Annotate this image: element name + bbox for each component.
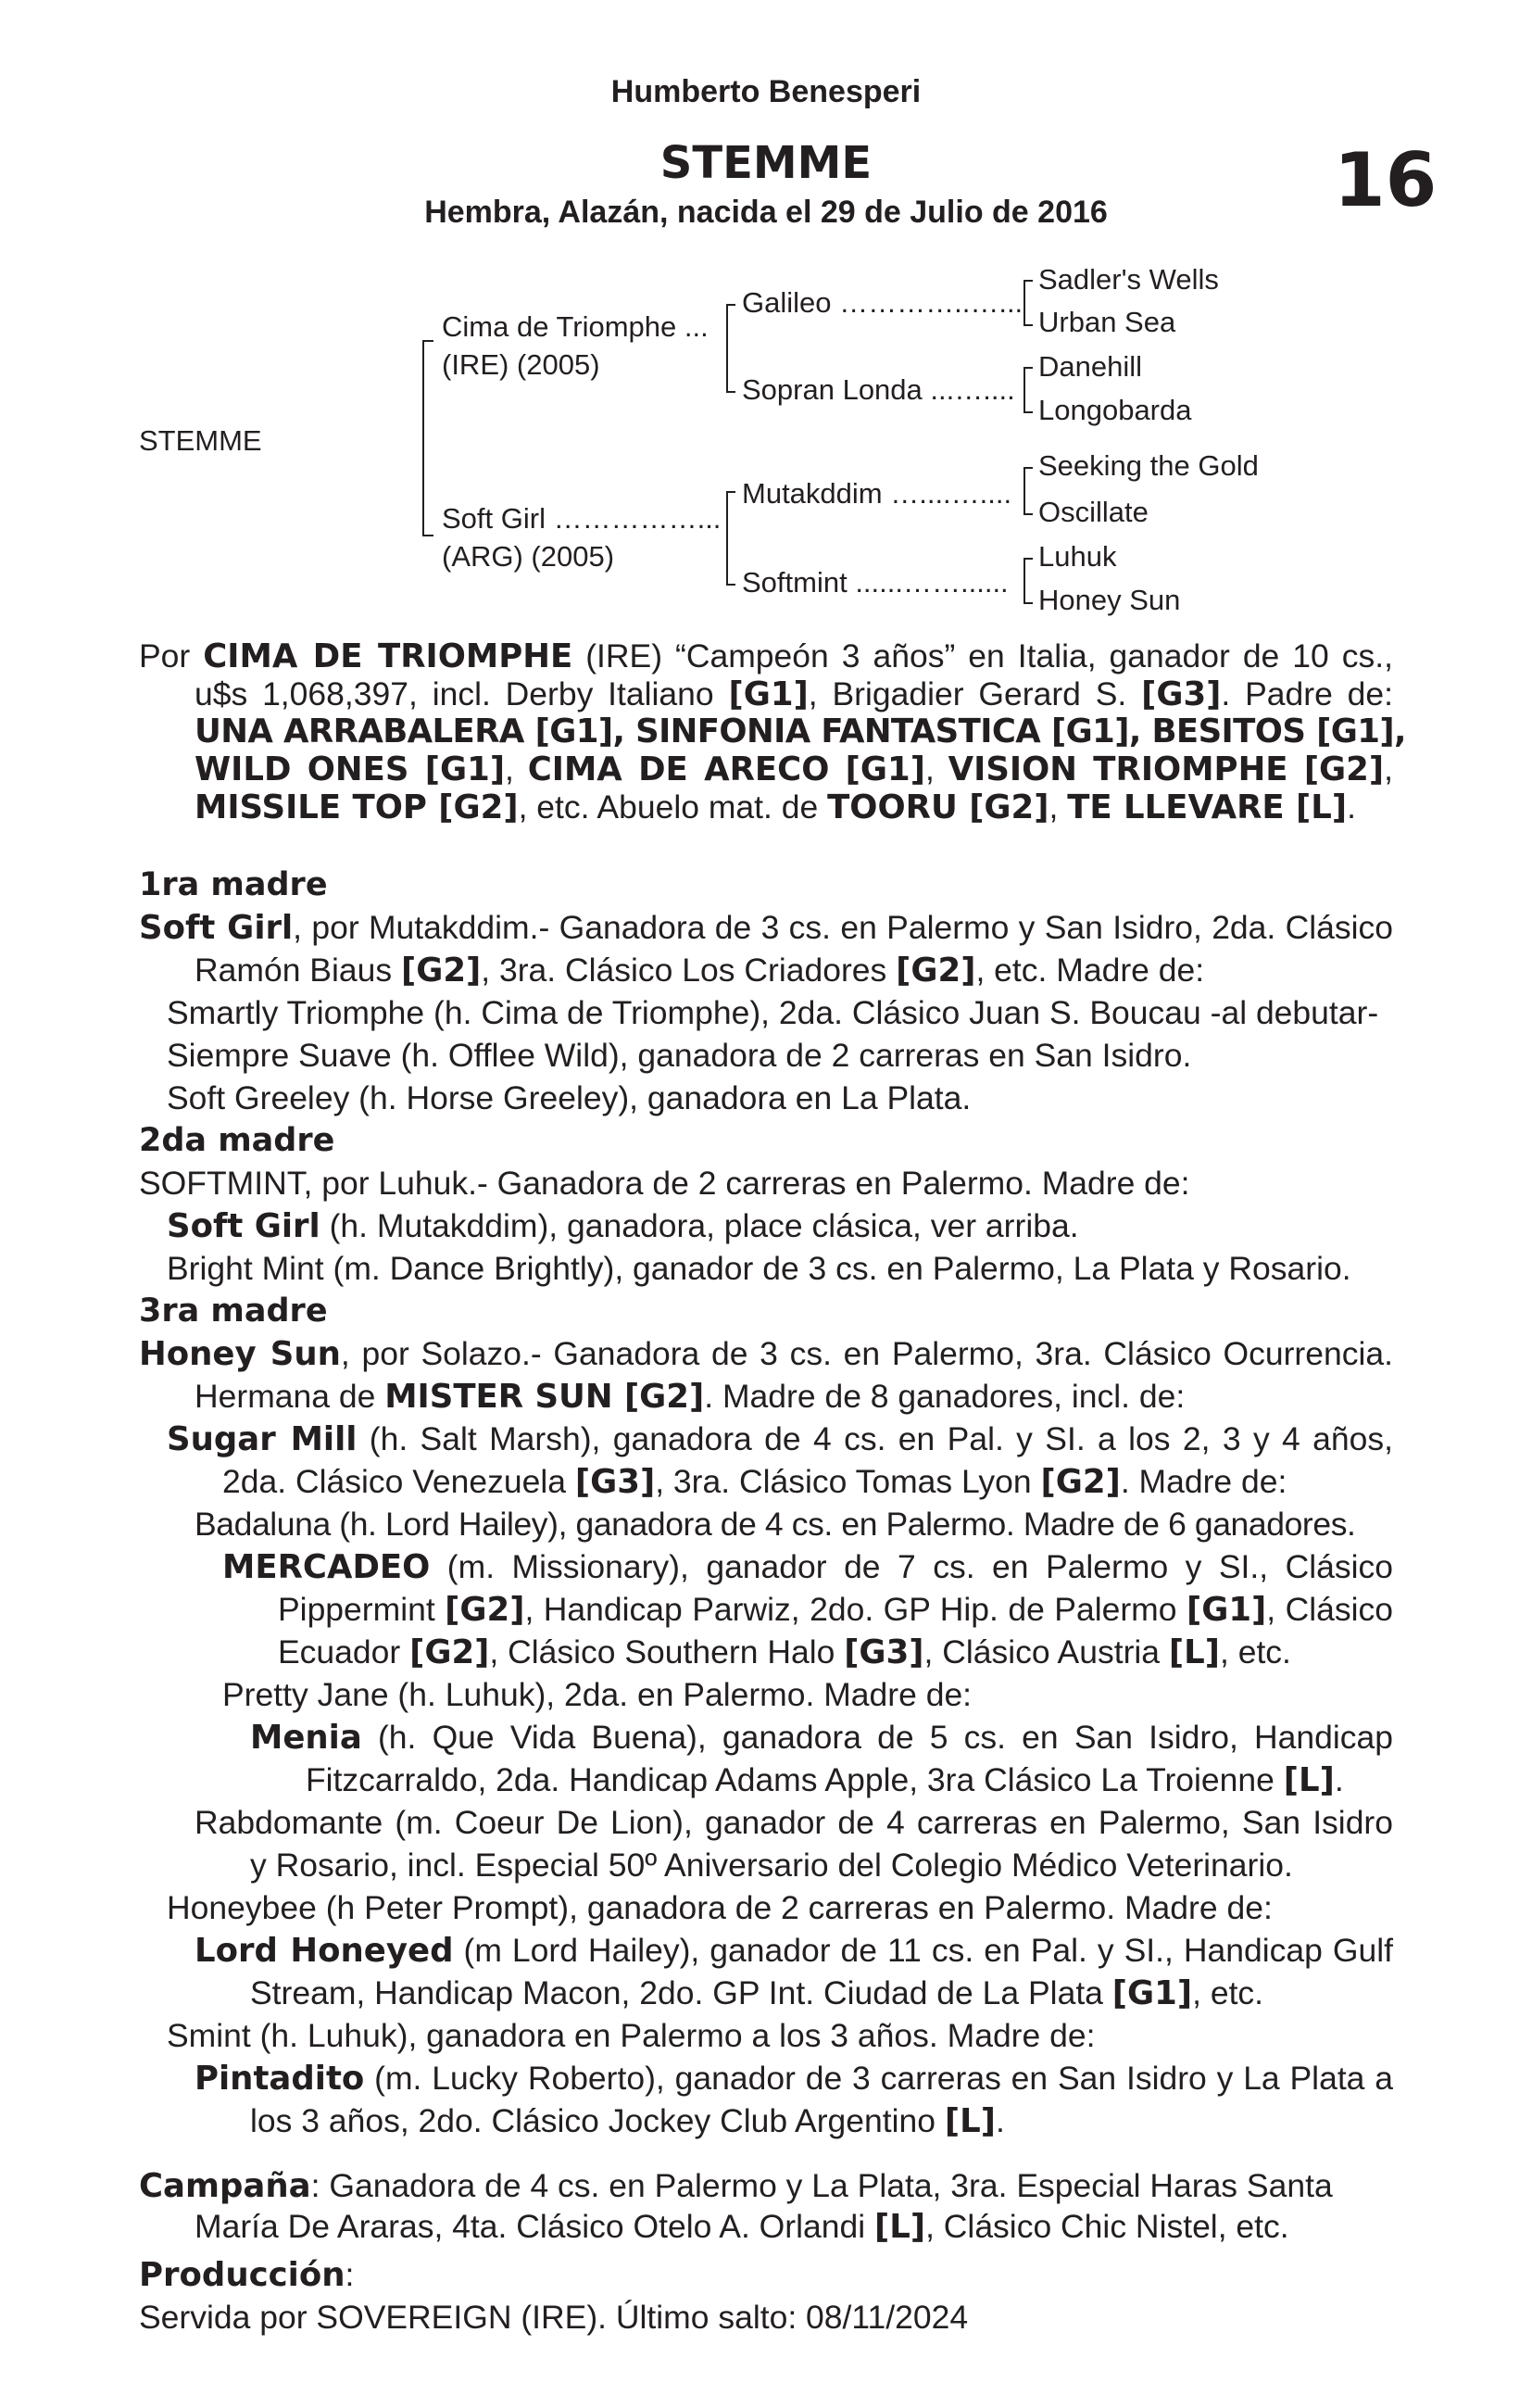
production-heading: Producción:	[139, 2256, 355, 2294]
third-dam-grand-offspring: MERCADEO (m. Missionary), ganador de 7 cs. en Palermo y SI., Clásico	[222, 1548, 1393, 1586]
pedigree-bracket	[422, 340, 433, 342]
first-dam-heading: 1ra madre	[139, 866, 328, 903]
second-dam-offspring: Bright Mint (m. Dance Brightly), ganador de 3 cs. en Palermo, La Plata y Rosario.	[167, 1250, 1351, 1287]
pedigree-sire-sire: Galileo …………..…...	[742, 286, 1023, 319]
first-dam-line: Soft Girl, por Mutakddim.- Ganadora de 3 cs. en Palermo y San Isidro, 2da. Clásico	[139, 909, 1393, 947]
horse-name-title: STEMME	[659, 137, 873, 189]
pedigree-bracket	[1023, 558, 1025, 604]
third-dam-offspring: Smint (h. Luhuk), ganadora en Palermo a los 3 años. Madre de:	[167, 2017, 1096, 2054]
production-line: Servida por SOVEREIGN (IRE). Último salto: 08/11/2024	[139, 2299, 969, 2336]
sire-offspring-line: WILD ONES [G1], CIMA DE ARECO [G1], VISION TRIOMPHE [G2],	[195, 750, 1393, 788]
third-dam-grand-offspring: y Rosario, incl. Especial 50º Aniversario del Colegio Médico Veterinario.	[250, 1847, 1293, 1884]
campaign-line: María De Araras, 4ta. Clásico Otelo A. Orlandi [L], Clásico Chic Nistel, etc.	[195, 2208, 1289, 2246]
third-dam-grand-offspring: Badaluna (h. Lord Hailey), ganadora de 4 cs. en Palermo. Madre de 6 ganadores.	[195, 1506, 1356, 1543]
campaign-label: Campaña	[139, 2167, 311, 2205]
first-dam-offspring: Smartly Triomphe (h. Cima de Triomphe), 2da. Clásico Juan S. Boucau -al debutar-	[167, 994, 1379, 1031]
campaign-line: Campaña: Ganadora de 4 cs. en Palermo y La Plata, 3ra. Especial Haras Santa	[139, 2167, 1333, 2205]
pedigree-g3: Danehill	[1038, 350, 1143, 383]
pedigree-g3: Longobarda	[1038, 394, 1192, 426]
consignor-name: Humberto Benesperi	[610, 74, 922, 109]
third-dam-grand-offspring: Stream, Handicap Macon, 2do. GP Int. Ciudad de La Plata [G1], etc.	[250, 1974, 1264, 2012]
pedigree-g3: Sadler's Wells	[1038, 263, 1219, 296]
pedigree-bracket	[1023, 513, 1033, 515]
third-dam-line: Honey Sun, por Solazo.- Ganadora de 3 cs. en Palermo, 3ra. Clásico Ocurrencia.	[139, 1335, 1393, 1373]
third-dam-offspring: Sugar Mill (h. Salt Marsh), ganadora de 4 cs. en Pal. y SI. a los 2, 3 y 4 años,	[167, 1420, 1393, 1458]
pedigree-bracket	[726, 584, 735, 586]
third-dam-heading: 3ra madre	[139, 1292, 328, 1330]
pedigree-g3: Urban Sea	[1038, 306, 1176, 338]
sire-paragraph	[139, 637, 1406, 826]
pedigree-g3: Oscillate	[1038, 496, 1149, 528]
third-dam-grand-offspring: Pippermint [G2], Handicap Parwiz, 2do. GP Hip. de Palermo [G1], Clásico	[278, 1591, 1393, 1629]
first-dam-offspring: Siempre Suave (h. Offlee Wild), ganadora de 2 carreras en San Isidro.	[167, 1037, 1192, 1074]
third-dam-offspring: Honeybee (h Peter Prompt), ganadora de 2 carreras en Palermo. Madre de:	[167, 1889, 1273, 1926]
sire-offspring-line: UNA ARRABALERA [G1], SINFONIA FANTASTICA [G1], BESITOS [G1],	[195, 712, 1406, 750]
third-dam-grand-offspring: Fitzcarraldo, 2da. Handicap Adams Apple, 3ra Clásico La Troienne [L].	[306, 1761, 1344, 1799]
pedigree-bracket	[422, 535, 433, 536]
horse-description: Hembra, Alazán, nacida el 29 de Julio de 2016	[424, 195, 1108, 230]
first-dam-line: Ramón Biaus [G2], 3ra. Clásico Los Criadores [G2], etc. Madre de:	[195, 952, 1205, 990]
sire-line: Por CIMA DE TRIOMPHE (IRE) “Campeón 3 años” en Italia, ganador de 10 cs.,	[139, 637, 1393, 675]
pedigree-bracket	[726, 491, 728, 586]
pedigree-dam-origin: (ARG) (2005)	[442, 540, 615, 573]
pedigree-g3: Seeking the Gold	[1038, 449, 1259, 482]
pedigree-bracket	[1023, 324, 1033, 326]
pedigree-dam-sire: Mutakddim …....…....	[742, 477, 1012, 510]
third-dam-grand-offspring: Menia (h. Que Vida Buena), ganadora de 5 cs. en San Isidro, Handicap	[250, 1719, 1393, 1757]
pedigree-dam-dam: Softmint ......……......	[742, 566, 1009, 599]
pedigree-bracket	[726, 391, 735, 393]
pedigree-sire: Cima de Triomphe ...	[442, 310, 709, 343]
third-dam-grand-offspring: Lord Honeyed (m Lord Hailey), ganador de 11 cs. en Pal. y SI., Handicap Gulf	[195, 1932, 1393, 1970]
first-dam-offspring: Soft Greeley (h. Horse Greeley), ganadora en La Plata.	[167, 1079, 972, 1116]
pedigree-bracket	[1023, 602, 1033, 604]
pedigree-bracket	[1023, 367, 1025, 413]
pedigree-bracket	[1023, 558, 1033, 560]
pedigree-bracket	[422, 340, 424, 536]
third-dam-line: Hermana de MISTER SUN [G2]. Madre de 8 ganadores, incl. de:	[195, 1378, 1186, 1416]
pedigree-bracket	[1023, 280, 1025, 326]
pedigree-bracket	[726, 491, 735, 493]
pedigree-dam: Soft Girl ……………...	[442, 502, 722, 535]
third-dam-grand-offspring: Pintadito (m. Lucky Roberto), ganador de 3 carreras en San Isidro y La Plata a	[195, 2060, 1393, 2098]
pedigree-sire-origin: (IRE) (2005)	[442, 348, 600, 381]
pedigree-sire-dam: Sopran Londa ...…....	[742, 373, 1015, 406]
sire-line: u$s 1,068,397, incl. Derby Italiano [G1], Brigadier Gerard S. [G3]. Padre de:	[195, 675, 1393, 713]
second-dam-offspring: Soft Girl (h. Mutakddim), ganadora, place clásica, ver arriba.	[167, 1207, 1079, 1245]
third-dam-offspring: 2da. Clásico Venezuela [G3], 3ra. Clásico Tomas Lyon [G2]. Madre de:	[222, 1463, 1287, 1501]
pedigree-bracket	[726, 304, 735, 306]
third-dam-grand-offspring: Pretty Jane (h. Luhuk), 2da. en Palermo. Madre de:	[222, 1676, 973, 1713]
third-dam-grand-offspring: los 3 años, 2do. Clásico Jockey Club Argentino [L].	[250, 2102, 1005, 2140]
pedigree-bracket	[1023, 467, 1033, 469]
pedigree-bracket	[1023, 280, 1033, 282]
pedigree-bracket	[726, 304, 728, 393]
pedigree-g3: Luhuk	[1038, 540, 1117, 573]
pedigree-bracket	[1023, 467, 1025, 515]
second-dam-heading: 2da madre	[139, 1122, 335, 1159]
third-dam-grand-offspring: Ecuador [G2], Clásico Southern Halo [G3], Clásico Austria [L], etc.	[278, 1633, 1291, 1671]
pedigree-g3: Honey Sun	[1038, 584, 1181, 616]
second-dam-line: SOFTMINT, por Luhuk.- Ganadora de 2 carreras en Palermo. Madre de:	[139, 1165, 1190, 1202]
lot-number: 16	[1334, 137, 1438, 223]
sire-offspring-line: MISSILE TOP [G2], etc. Abuelo mat. de TOORU [G2], TE LLEVARE [L].	[195, 788, 1356, 826]
pedigree-bracket	[1023, 411, 1033, 413]
third-dam-grand-offspring: Rabdomante (m. Coeur De Lion), ganador de 4 carreras en Palermo, San Isidro	[195, 1804, 1393, 1841]
pedigree-bracket	[1023, 367, 1033, 369]
pedigree-subject: STEMME	[139, 424, 262, 457]
